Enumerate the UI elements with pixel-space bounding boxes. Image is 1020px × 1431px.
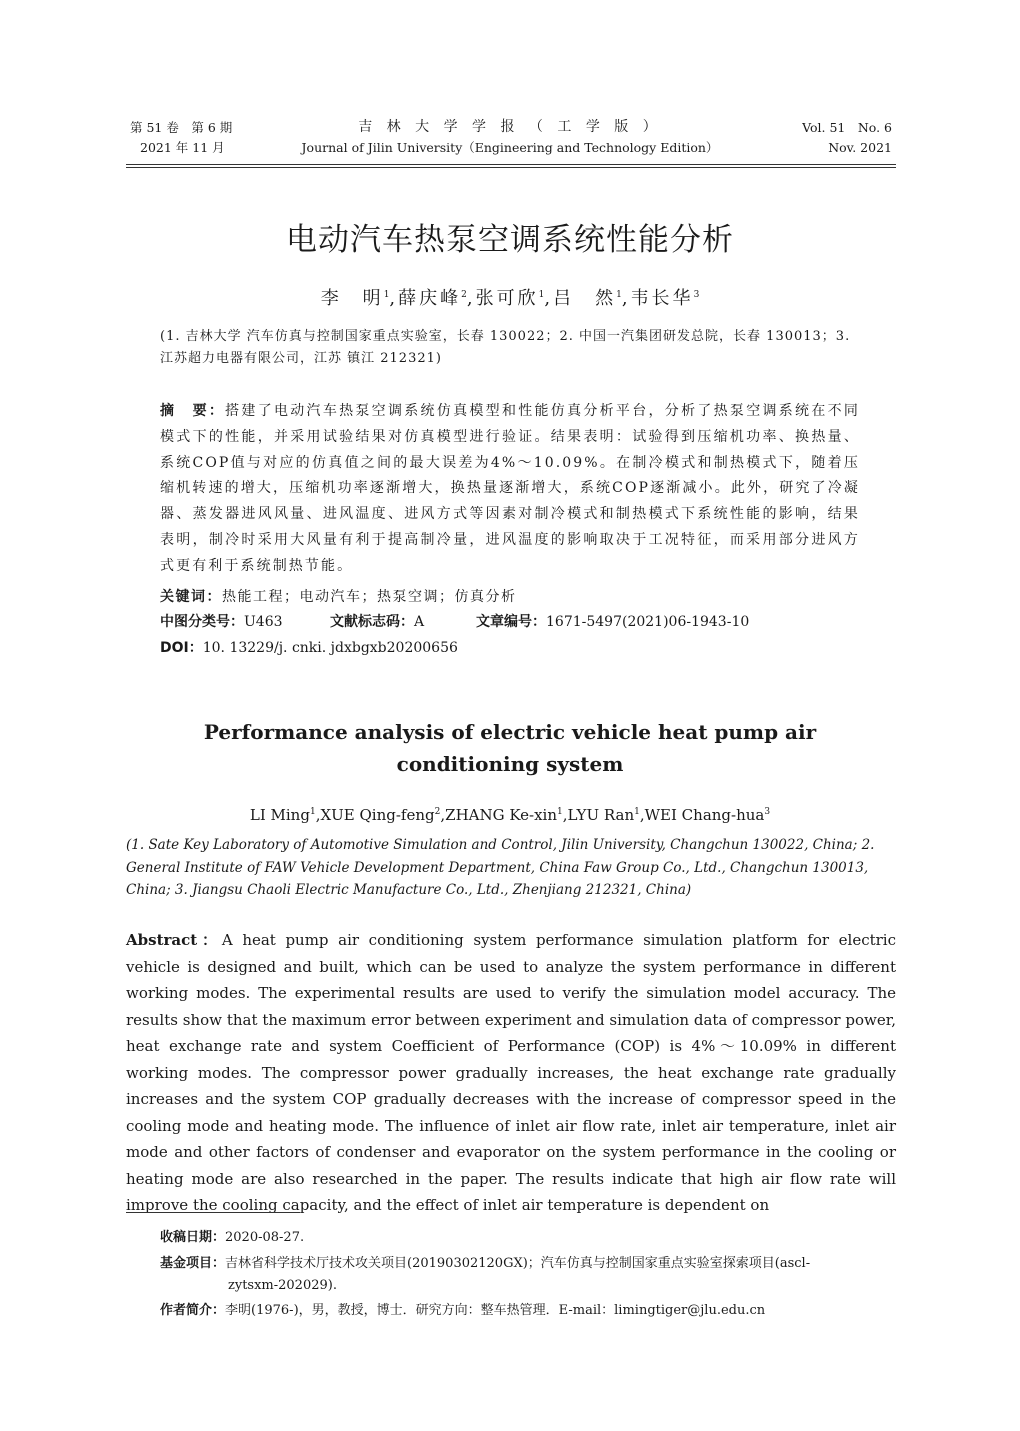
fund-value-continued: zytsxm-202029). xyxy=(228,1278,337,1293)
journal-name-cn: 吉 林 大 学 学 报 （ 工 学 版 ） xyxy=(358,119,662,135)
author-sup: 1 xyxy=(383,290,390,300)
article-number-label: 文章编号： xyxy=(476,614,546,630)
author-sup: 3 xyxy=(764,807,771,817)
keywords-text: 热能工程；电动汽车；热泵空调；仿真分析 xyxy=(222,589,517,605)
paper-title-cn: 电动汽车热泵空调系统性能分析 xyxy=(286,222,734,258)
author-list-en: LI Ming$^1$,XUE Qing-feng$^2$,ZHANG Ke-xin$^1$,LYU Ran$^1$,WEI Chang-hua$^3$ xyxy=(249,806,771,824)
clc-value: U463 xyxy=(244,614,283,630)
author-sup: 1 xyxy=(616,290,622,300)
article-number-value: 1671-5497(2021)06-1943-10 xyxy=(546,614,750,630)
footnote-author xyxy=(160,1301,900,1321)
journal-volume-issue xyxy=(130,118,232,158)
footnote-rule xyxy=(126,1212,300,1213)
keywords-label: 关键词： xyxy=(160,589,222,605)
author-en: WEI Chang-hua xyxy=(644,806,765,824)
author-sup: 3 xyxy=(693,290,700,300)
author-cn: 张可欣 xyxy=(475,288,539,309)
author-en: ZHANG Ke-xin xyxy=(445,806,558,824)
doc-code-value: A xyxy=(414,614,425,630)
issue-date-cn: 2021 年 11 月 xyxy=(140,140,225,155)
author-en: LI Ming xyxy=(249,806,310,824)
author-bio-label: 作者简介： xyxy=(160,1303,226,1318)
doc-code-label: 文献标志码： xyxy=(330,614,414,630)
author-cn: 李 明 xyxy=(320,288,384,309)
abstract-en-label: Abstract： xyxy=(126,931,222,949)
journal-name xyxy=(290,116,730,158)
journal-name-en: Journal of Jilin University（Engineering and Technology Edition） xyxy=(301,140,719,155)
author-sup: 1 xyxy=(634,807,640,817)
journal-vol-en xyxy=(802,118,892,158)
author-cn: 薛庆峰 xyxy=(398,288,462,309)
author-sup: 1 xyxy=(309,807,316,817)
header-rule-top xyxy=(126,164,896,165)
author-en: XUE Qing-feng xyxy=(320,806,435,824)
author-sup: 2 xyxy=(461,290,467,300)
doi-line xyxy=(160,637,860,657)
received-value: 2020-08-27. xyxy=(225,1230,305,1245)
author-cn: 吕 然 xyxy=(553,288,617,309)
abstract-en xyxy=(126,927,896,1219)
keywords-cn xyxy=(160,586,860,606)
doi-label: DOI： xyxy=(160,640,203,656)
paper-title-en xyxy=(0,716,1020,780)
author-list-cn: 李 明$^1$,薛庆峰$^2$,张可欣$^1$,吕 然$^1$,韦长华$^3$ xyxy=(320,288,700,309)
author-cn: 韦长华 xyxy=(630,288,694,309)
author-en: LYU Ran xyxy=(567,806,635,824)
issue-date-en: Nov. 2021 xyxy=(828,140,892,155)
vol-no: Vol. 51 No. 6 xyxy=(802,120,892,135)
author-sup: 2 xyxy=(434,807,441,817)
affiliation-cn: (1. 吉林大学 汽车仿真与控制国家重点实验室，长春 130022；2. 中国一汽集团研发总院，长春 130013；3. 江苏超力电器有限公司，江苏 镇江 212321) xyxy=(160,329,851,366)
author-bio-value: 李明(1976-)，男，教授，博士．研究方向：整车热管理．E-mail：limingtiger@jlu.edu.cn xyxy=(225,1303,766,1318)
author-sup: 1 xyxy=(557,807,563,817)
footnote-fund xyxy=(160,1254,900,1274)
abstract-en-text: A heat pump air conditioning system performance simulation platform for electric vehicle is designed and built, which can be used to analyze the system performance in different working modes. The experimental results are used to verify the simulation model accuracy. The results show that the maximum error between experiment and simulation data of compressor power, heat exchange rate and system Coefficient of Performance (COP) is 4%～10.09% in different working modes. The compressor power gradually increases, the heat exchange rate gradually increases and the system COP gradually decreases with the increase of compressor speed in the cooling mode and heating mode. The influence of inlet air flow rate, inlet air temperature, inlet air mode and other factors of condenser and evaporator on the system performance in the cooling or heating mode are also researched in the paper. The results indicate that high air flow rate will improve the cooling capacity, and the effect of inlet air temperature is dependent on xyxy=(126,931,896,1214)
fund-value: 吉林省科学技术厅技术攻关项目(20190302120GX)；汽车仿真与控制国家重点实验室探索项目(ascl- xyxy=(225,1256,811,1271)
affiliation-en: (1. Sate Key Laboratory of Automotive Simulation and Control, Jilin University, Changchun 130022, China; 2. General Institute of FAW Vehicle Development Department, China Faw Group Co., Ltd., Changchun 130013, China; 3. Jiangsu Chaoli Electric Manufacture Co., Ltd., Zhenjiang 212321, China) xyxy=(126,837,875,898)
volume-issue: 第 51 卷 第 6 期 xyxy=(130,120,233,135)
abstract-cn xyxy=(160,399,860,580)
paper-title-en-line1: Performance analysis of electric vehicle heat pump air xyxy=(203,720,817,744)
received-label: 收稿日期： xyxy=(160,1230,226,1245)
fund-label: 基金项目： xyxy=(160,1256,226,1271)
footnote-received xyxy=(160,1228,900,1248)
clc-label: 中图分类号： xyxy=(160,614,244,630)
doi-value: 10. 13229/j. cnki. jdxbgxb20200656 xyxy=(202,640,458,656)
author-sup: 1 xyxy=(538,290,545,300)
paper-title-en-line2: conditioning system xyxy=(396,752,624,776)
abstract-cn-label: 摘 要： xyxy=(160,403,226,419)
classification-line xyxy=(160,611,880,631)
header-rule-bottom xyxy=(126,167,896,168)
abstract-cn-text: 搭建了电动汽车热泵空调系统仿真模型和性能仿真分析平台，分析了热泵空调系统在不同模式下的性能，并采用试验结果对仿真模型进行验证。结果表明：试验得到压缩机功率、换热量、系统COP值与对应的仿真值之间的最大误差为4%～10.09%。在制冷模式和制热模式下，随着压缩机转速的增大，压缩机功率逐渐增大，换热量逐渐增大，系统COP逐渐减小。此外，研究了冷凝器、蒸发器进风风量、进风温度、进风方式等因素对制冷模式和制热模式下系统性能的影响，结果表明，制冷时采用大风量有利于提高制冷量，进风温度的影响取决于工况特征，而采用部分进风方式更有利于系统制热节能。 xyxy=(160,403,860,574)
